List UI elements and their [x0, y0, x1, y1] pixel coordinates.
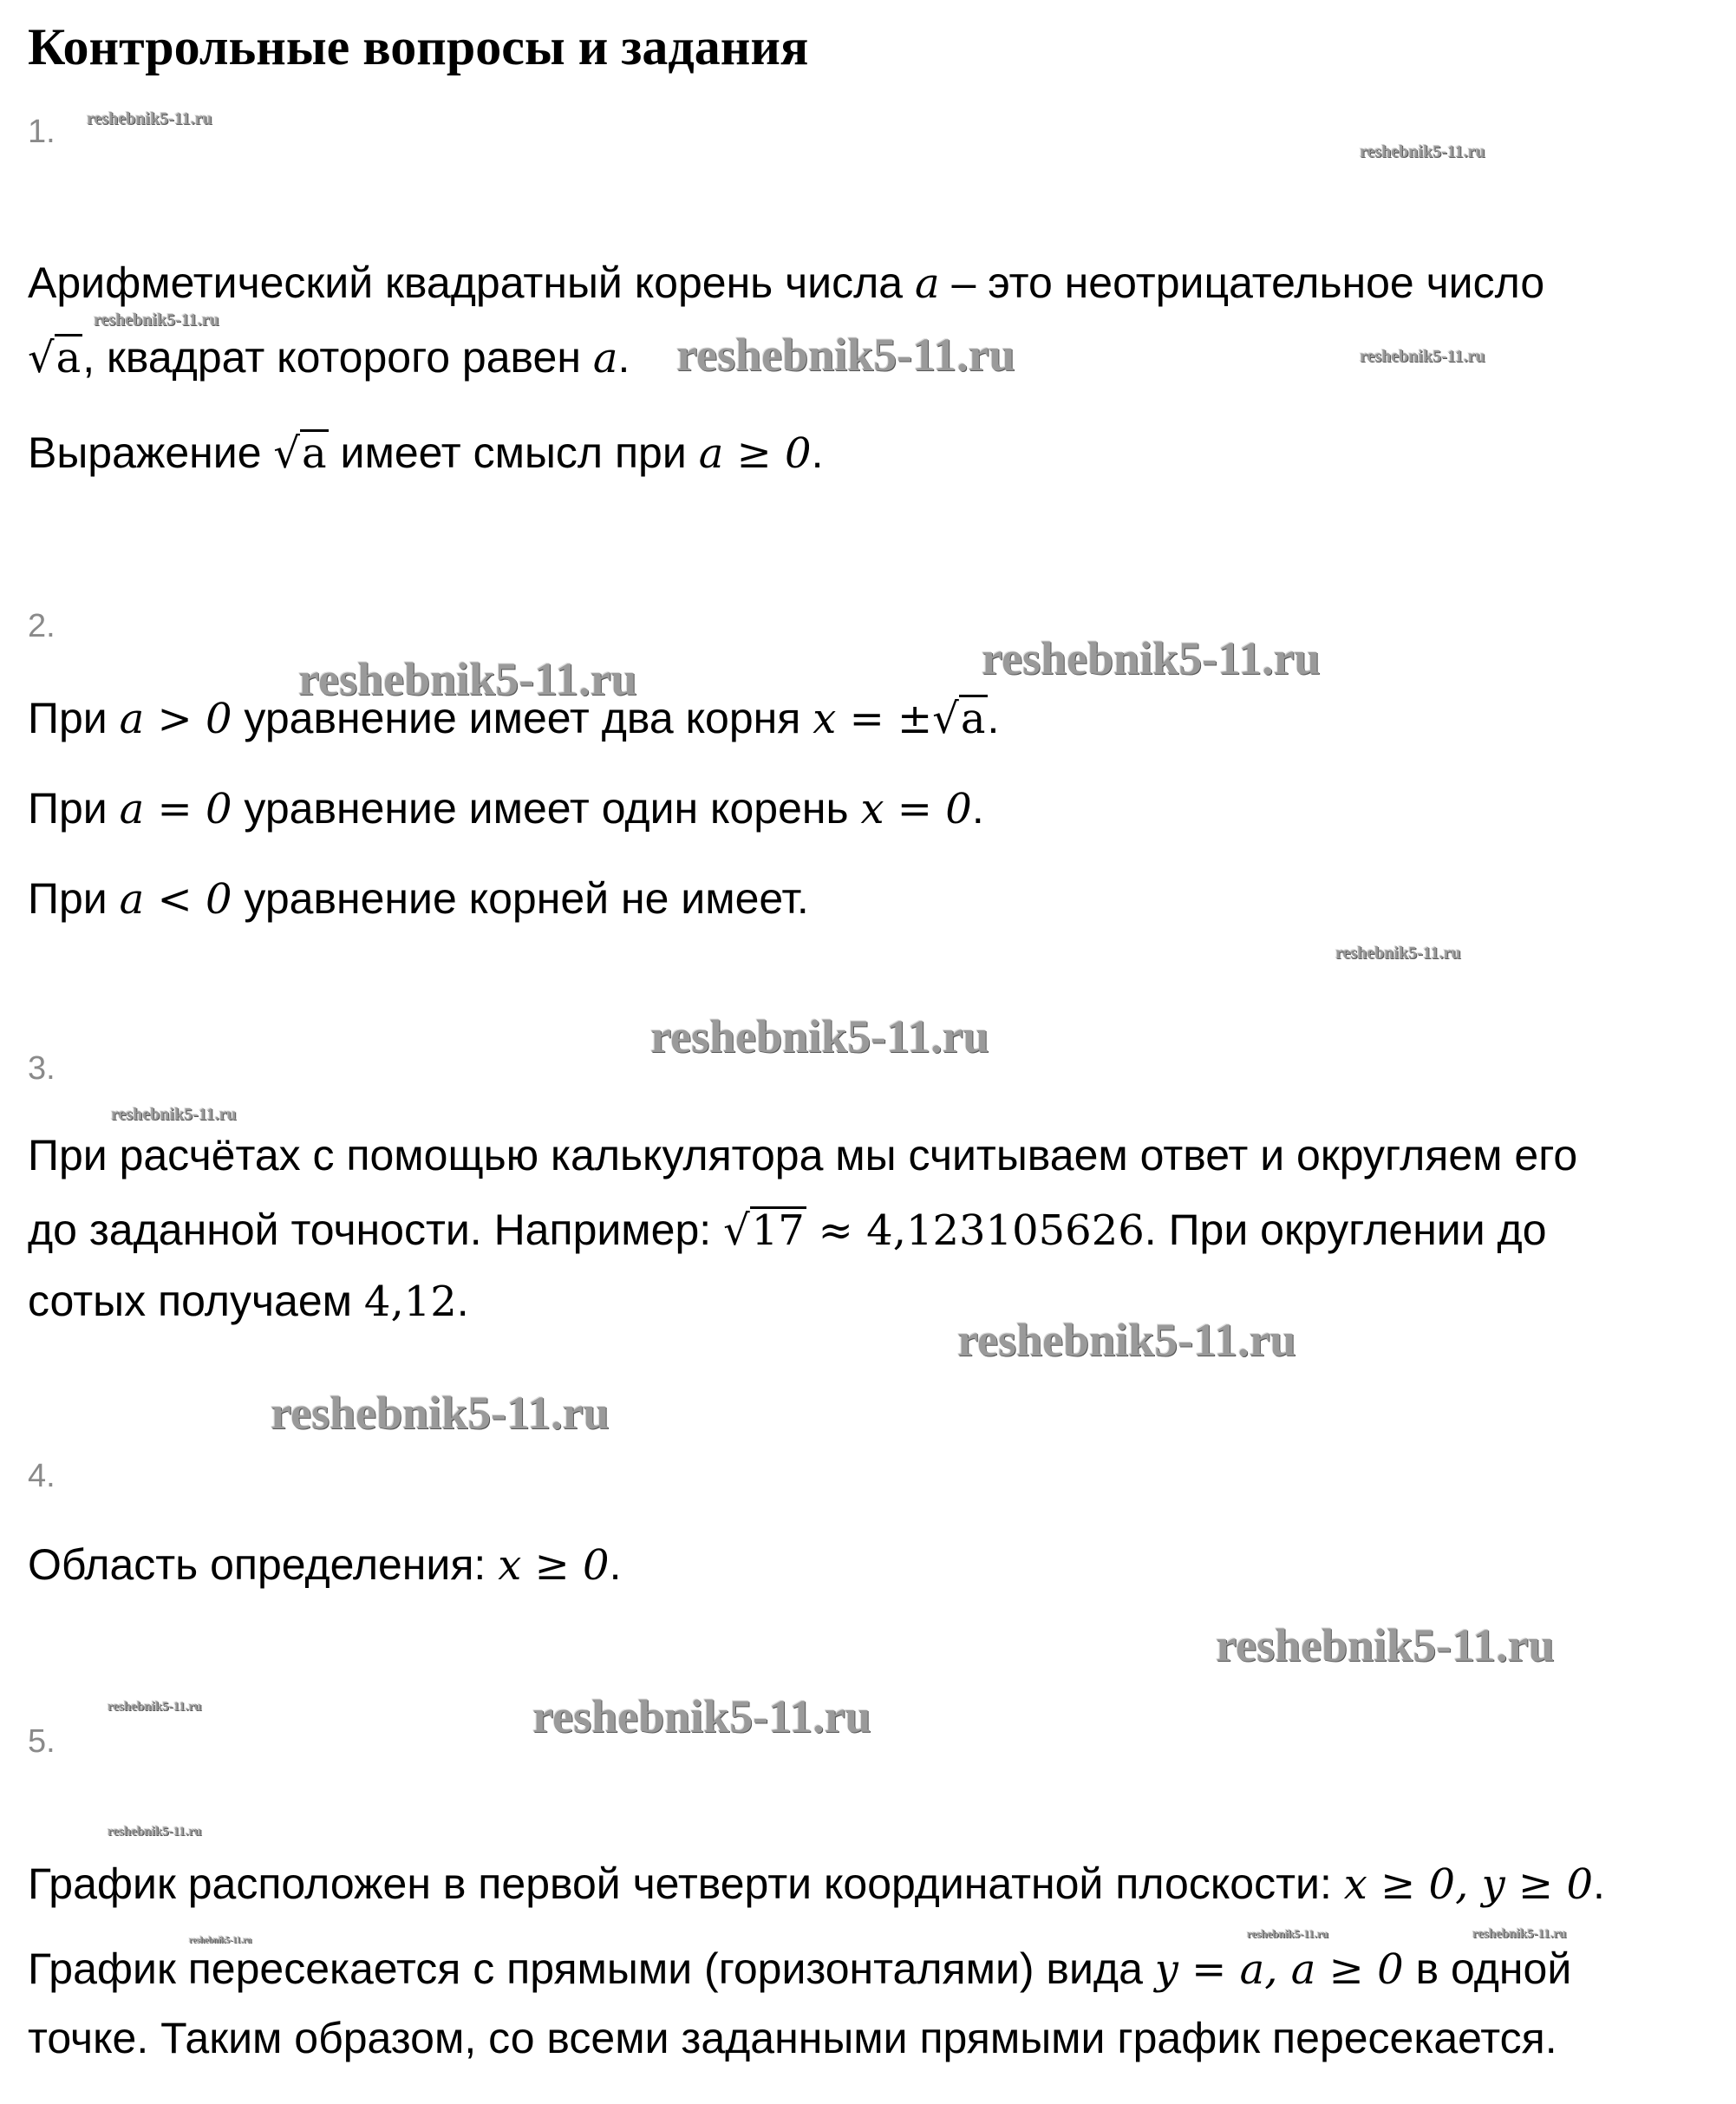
watermark: reshebnik5-11.ru — [87, 109, 212, 128]
q3-text: до заданной точности. Например: — [28, 1206, 712, 1254]
radicand: a — [960, 695, 986, 743]
q5-text: в одной — [1415, 1944, 1572, 1993]
question-number-4: 4. — [28, 1458, 55, 1494]
q2-text: уравнение имеет один корень — [244, 784, 849, 833]
math-condition: a < 0 — [119, 875, 232, 924]
q1-line-1 — [28, 255, 1544, 311]
q4-text: Область определения: — [28, 1540, 486, 1589]
period: . — [1593, 1859, 1605, 1908]
q2-text: При — [28, 694, 108, 742]
math-root: x = ± — [813, 695, 933, 743]
q2-text: уравнение имеет два корня — [244, 694, 801, 742]
period: . — [971, 784, 984, 833]
q1-text: Выражение — [28, 428, 262, 477]
radicand: a — [55, 334, 82, 382]
watermark: reshebnik5-11.ru — [108, 1700, 202, 1714]
q1-text: , квадрат которого равен — [82, 333, 581, 382]
watermark: reshebnik5-11.ru — [298, 653, 637, 705]
sqrt-expression: √a — [273, 429, 327, 478]
watermark: reshebnik5-11.ru — [1472, 1927, 1567, 1941]
q1-text: – это неотрицательное число — [951, 258, 1545, 307]
q2-line-3 — [28, 871, 809, 927]
watermark: reshebnik5-11.ru — [111, 1105, 237, 1124]
q3-line-2 — [28, 1202, 1547, 1258]
q1-line-3 — [28, 425, 824, 481]
math-condition: y = a, a ≥ 0 — [1154, 1945, 1404, 1994]
watermark: reshebnik5-11.ru — [1247, 1927, 1329, 1940]
watermark: reshebnik5-11.ru — [94, 310, 219, 330]
math-root: x = 0 — [860, 785, 972, 833]
q2-line-1 — [28, 690, 999, 747]
watermark: reshebnik5-11.ru — [982, 632, 1321, 684]
sqrt-expression: √a — [932, 695, 986, 743]
q1-text: имеет смысл при — [340, 428, 687, 477]
rounded-value: 4,12 — [363, 1277, 457, 1326]
math-condition: a = 0 — [119, 785, 232, 833]
math-var-a: a — [592, 334, 618, 382]
radicand: 17 — [751, 1206, 805, 1255]
q2-text: При — [28, 874, 108, 923]
q5-line-1 — [28, 1856, 1605, 1912]
math-condition: x ≥ 0 — [498, 1541, 610, 1590]
watermark: reshebnik5-11.ru — [1335, 944, 1461, 963]
q5-line-3: точке. Таким образом, со всеми заданными прямыми график пересекается. — [28, 2014, 1557, 2062]
watermark: reshebnik5-11.ru — [189, 1936, 252, 1945]
sqrt-expression: √a — [28, 334, 82, 382]
math-var-a: a — [915, 259, 940, 308]
q1-line-2 — [28, 330, 630, 386]
sqrt-expression: √17 — [723, 1206, 805, 1255]
q2-text: При — [28, 784, 108, 833]
watermark: reshebnik5-11.ru — [271, 1387, 610, 1439]
period: . — [609, 1540, 622, 1589]
q2-text: уравнение корней не имеет. — [244, 874, 809, 923]
math-condition: x ≥ 0, y ≥ 0 — [1343, 1860, 1593, 1909]
watermark: reshebnik5-11.ru — [1360, 347, 1485, 366]
radicand: a — [302, 429, 327, 478]
q5-line-2 — [28, 1941, 1571, 1997]
q5-text: График пересекается с прямыми (горизонталями) вида — [28, 1944, 1143, 1993]
q3-text: . При округлении до — [1144, 1206, 1547, 1254]
approx-value: ≈ 4,123105626 — [818, 1206, 1145, 1255]
q2-line-2 — [28, 781, 984, 837]
q4-line-1 — [28, 1537, 621, 1593]
period: . — [987, 694, 1000, 742]
q3-line-1: При расчётах с помощью калькулятора мы считываем ответ и округляем его — [28, 1131, 1578, 1179]
period: . — [456, 1277, 469, 1325]
watermark: reshebnik5-11.ru — [957, 1314, 1296, 1366]
watermark: reshebnik5-11.ru — [1360, 142, 1485, 161]
q3-text: сотых получаем — [28, 1277, 352, 1325]
question-number-2: 2. — [28, 608, 55, 644]
period: . — [617, 333, 630, 382]
watermark: reshebnik5-11.ru — [532, 1690, 871, 1742]
q5-text: График расположен в первой четверти координатной плоскости: — [28, 1859, 1332, 1908]
watermark: reshebnik5-11.ru — [1216, 1619, 1555, 1671]
q3-line-3 — [28, 1273, 469, 1330]
watermark: reshebnik5-11.ru — [108, 1825, 202, 1839]
question-number-3: 3. — [28, 1050, 55, 1087]
watermark: reshebnik5-11.ru — [676, 329, 1015, 381]
math-condition: a ≥ 0 — [698, 429, 812, 478]
math-condition: a > 0 — [119, 695, 232, 743]
period: . — [811, 428, 824, 477]
watermark: reshebnik5-11.ru — [650, 1010, 989, 1062]
question-number-5: 5. — [28, 1723, 55, 1760]
question-number-1: 1. — [28, 114, 55, 150]
q1-text: Арифметический квадратный корень числа — [28, 258, 904, 307]
page-title: Контрольные вопросы и задания — [28, 18, 809, 75]
